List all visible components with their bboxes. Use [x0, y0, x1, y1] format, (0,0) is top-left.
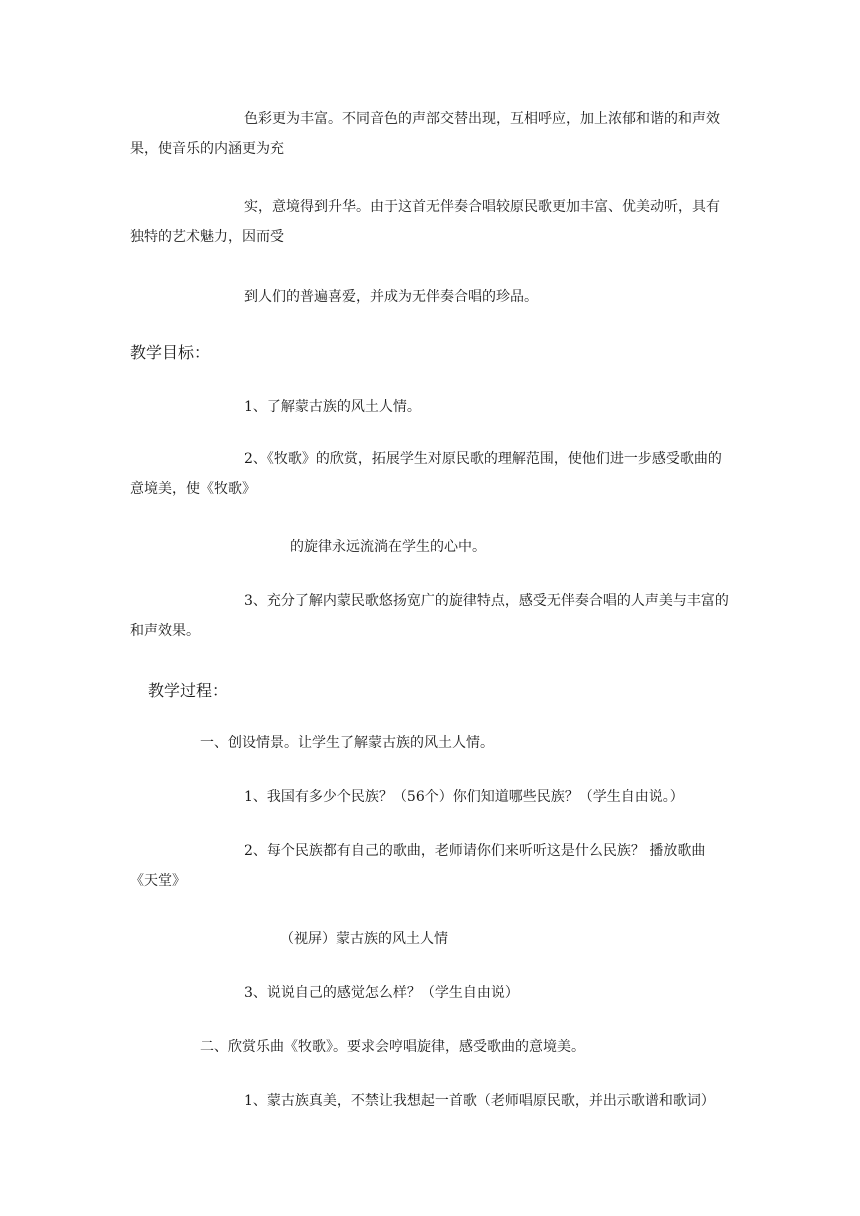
objective-2-continued: 的旋律永远流淌在学生的心中。	[290, 539, 486, 555]
step-1-title: 一、创设情景。让学生了解蒙古族的风土人情。	[200, 735, 494, 751]
paragraph-3: 到人们的普遍喜爱，并成为无伴奏合唱的珍品。	[244, 289, 538, 305]
step-2-item-1: 1、蒙古族真美，不禁让我想起一首歌（老师唱原民歌，并出示歌谱和歌词）	[244, 1093, 715, 1109]
objective-3: 3、充分了解内蒙民歌悠扬宽广的旋律特点，感受无伴奏合唱的人声美与丰富的和声效果。	[130, 593, 729, 639]
objective-2: 2、《牧歌》的欣赏，拓展学生对原民歌的理解范围，使他们进一步感受歌曲的意境美，使《牧歌》	[130, 451, 722, 497]
step-1-item-1: 1、我国有多少个民族？（56个）你们知道哪些民族？（学生自由说。）	[244, 789, 684, 805]
step-1-item-2-note: （视屏）蒙古族的风土人情	[280, 931, 448, 947]
objective-1: 1、了解蒙古族的风土人情。	[244, 399, 421, 415]
paragraph-1: 色彩更为丰富。不同音色的声部交替出现，互相呼应，加上浓郁和谐的和声效果，使音乐的内涵更为充	[130, 111, 720, 157]
step-2-title: 二、欣赏乐曲《牧歌》。要求会哼唱旋律，感受歌曲的意境美。	[200, 1039, 585, 1055]
section-heading-objectives: 教学目标：	[130, 343, 211, 362]
paragraph-2: 实，意境得到升华。由于这首无伴奏合唱较原民歌更加丰富、优美动听，具有独特的艺术魅力，因而受	[130, 199, 720, 245]
step-1-item-3: 3、说说自己的感觉怎么样？（学生自由说）	[244, 985, 519, 1001]
step-1-item-2: 2、每个民族都有自己的歌曲，老师请你们来听听这是什么民族？ 播放歌曲《天堂》	[130, 843, 706, 889]
section-heading-process: 教学过程：	[148, 681, 229, 700]
